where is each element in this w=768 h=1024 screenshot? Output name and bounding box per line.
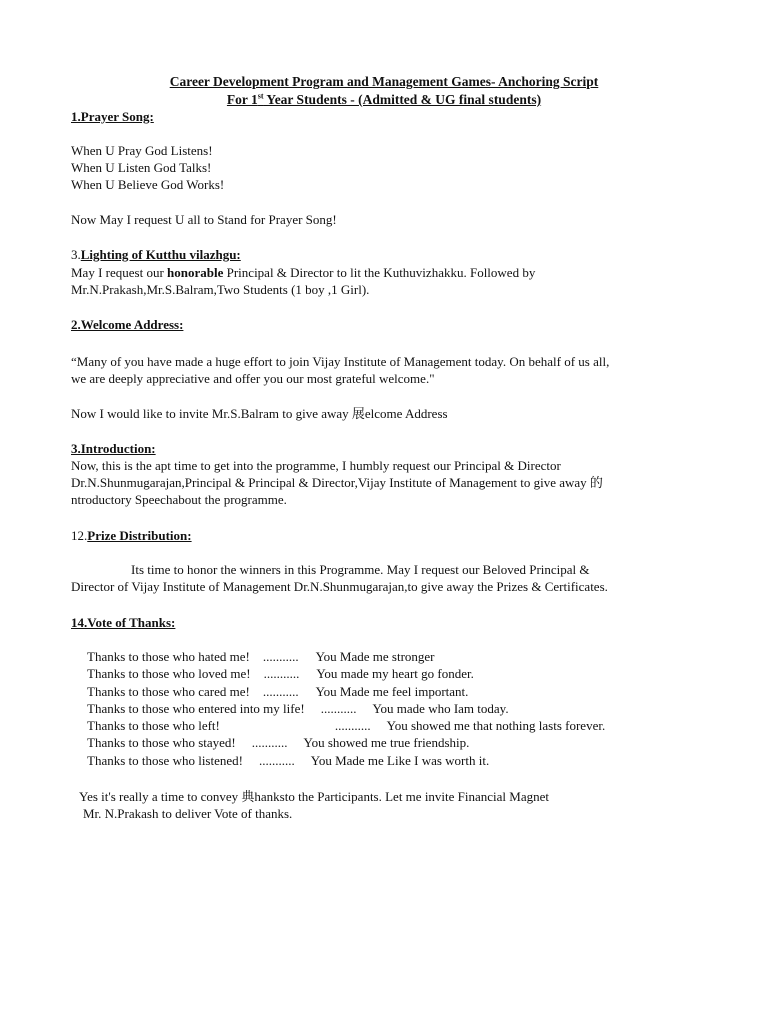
introduction-line: ntroductory Speechabout the programme. [71,492,287,507]
thanks-line: Thanks to those who loved me! ........... You made my heart go fonder. [87,666,474,682]
thanks-line: Thanks to those who left! ........... You showed me that nothing lasts forever. [87,718,606,734]
welcome-section [71,316,711,333]
prayer-request: Now May I request U all to Stand for Prayer Song! [71,212,337,227]
prayer-section [71,108,711,125]
thanks-line: Thanks to those who listened! ........... You Made me Like I was worth it. [87,752,490,768]
vote-closing-line: Yes it's really a time to convey 典hanksto the Participants. Let me invite Financial Magnet [79,789,550,804]
document-subtitle: For 1st Year Students - (Admitted & UG final students) [226,91,542,107]
prize-text [71,561,711,595]
introduction-heading: 3.Introduction: [71,441,156,456]
lighting-line: May I request our honorable Principal & Director to lit the Kuthuvizhakku. Followed by [71,265,536,280]
welcome-heading: 2.Welcome Address: [71,317,184,332]
lighting-heading-row [71,246,711,263]
prayer-heading: 1.Prayer Song: [71,109,154,124]
thanks-list [87,648,707,769]
welcome-quote-line: we are deeply appreciative and offer you our most grateful welcome." [71,371,435,386]
introduction-line: Dr.N.Shunmugarajan,Principal & Principal & Director,Vijay Institute of Management to give away 的 [71,475,603,490]
prayer-lines [71,142,711,193]
prize-number: 12. [71,528,88,543]
thanks-line: Thanks to those who stayed! ........... You showed me true friendship. [87,735,470,751]
prize-heading-row [71,527,711,544]
vote-section [71,614,711,631]
lighting-heading: Lighting of Kutthu vilazhgu: [80,247,241,262]
prayer-line: When U Listen God Talks! [71,160,212,175]
thanks-line: Thanks to those who cared me! ........... You Made me feel important. [87,683,469,699]
welcome-quote [71,353,701,387]
prize-line: Its time to honor the winners in this Programme. May I request our Beloved Principal & [131,562,590,577]
vote-closing [79,788,719,822]
thanks-line: Thanks to those who hated me! ........... You Made me stronger [87,649,435,664]
vote-heading: 14.Vote of Thanks: [71,615,176,630]
vote-closing-line: Mr. N.Prakash to deliver Vote of thanks. [83,806,293,821]
prize-heading: Prize Distribution: [87,528,192,543]
prayer-line: When U Pray God Listens! [71,143,213,158]
lighting-line: Mr.N.Prakash,Mr.S.Balram,Two Students (1 boy ,1 Girl). [71,282,370,297]
introduction-line: Now, this is the apt time to get into the programme, I humbly request our Principal & Director [71,458,561,473]
welcome-quote-line: “Many of you have made a huge effort to join Vijay Institute of Management today. On behalf of us all, [71,354,610,369]
document-title: Career Development Program and Management Games- Anchoring Script [169,74,599,89]
lighting-text [71,264,711,298]
introduction-text [71,457,711,508]
introduction-section [71,440,711,457]
prayer-line: When U Believe God Works! [71,177,225,192]
welcome-invite: Now I would like to invite Mr.S.Balram to give away 展elcome Address [71,406,448,421]
lighting-number: 3. [71,247,81,262]
thanks-line: Thanks to those who entered into my life! ........... You made who Iam today. [87,700,509,716]
prize-line: Director of Vijay Institute of Management Dr.N.Shunmugarajan,to give away the Prizes & Certificates. [71,579,608,594]
